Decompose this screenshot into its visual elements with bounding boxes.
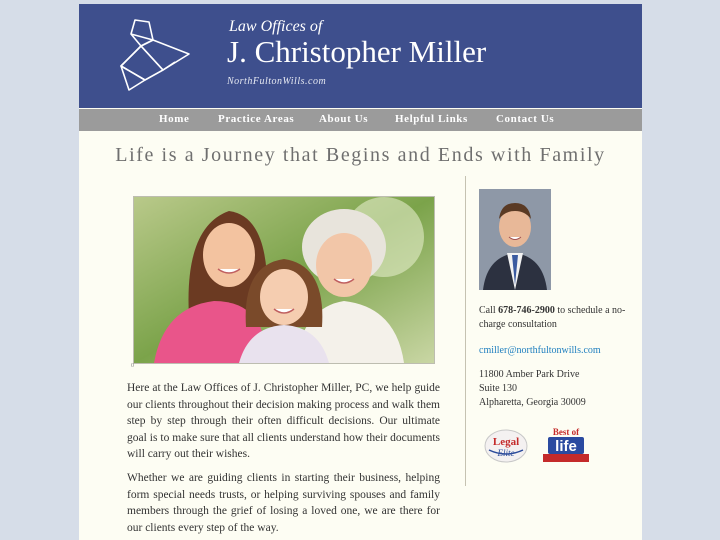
attorney-portrait [479,189,551,290]
badge2-line2: life [555,438,577,455]
page-container [79,4,642,540]
best-of-life-badge [541,424,591,466]
call-prefix: Call [479,305,499,316]
nav-helpful-links[interactable]: Helpful Links [395,113,468,125]
badge1-line1: Legal [492,436,520,448]
intro-paragraph: Here at the Law Offices of J. Christopher Miller, PC, we help guide our clients throughout their decision making process and walk them step by step through their often difficult decisions. Our ultimate goal is to make sure that all clients understand how their documents will carry out their wishes. [127,382,440,460]
nav-about-us[interactable]: About Us [319,113,369,125]
email-link[interactable]: cmiller@northfultonwills.com [479,345,601,356]
site-header [79,4,642,108]
header-firm-name[interactable]: J. Christopher Miller [227,34,487,69]
consultation-text [479,304,629,332]
legal-elite-badge [483,428,529,464]
bird-logo-icon[interactable] [115,18,191,94]
badge1-line2: Elite [497,448,515,458]
column-divider [465,176,466,486]
badge2-line1: Best of [552,427,580,437]
main-nav [79,109,642,131]
address-line-3: Alpharetta, Georgia 30009 [479,397,586,408]
phone-number[interactable]: 678-746-2900 [498,305,555,316]
services-paragraph: Whether we are guiding clients in starting their business, helping form special needs trusts, or helping surviving spouses and family members through the grief of losing a loved one, we are there for our clients every step of the way. [127,472,440,534]
nav-home[interactable]: Home [159,113,190,125]
family-photo [133,196,435,364]
photo-caption: 0 [131,363,134,369]
page-tagline: Life is a Journey that Begins and Ends with Family [115,144,606,166]
header-prefix: Law Offices of [229,18,323,35]
header-url[interactable]: NorthFultonWills.com [227,76,327,87]
address-line-2: Suite 130 [479,383,518,394]
address-line-1: 11800 Amber Park Drive [479,369,580,380]
nav-contact-us[interactable]: Contact Us [496,113,555,125]
call-suffix: to schedule a no-charge consultation [479,305,626,330]
nav-practice-areas[interactable]: Practice Areas [218,113,295,125]
